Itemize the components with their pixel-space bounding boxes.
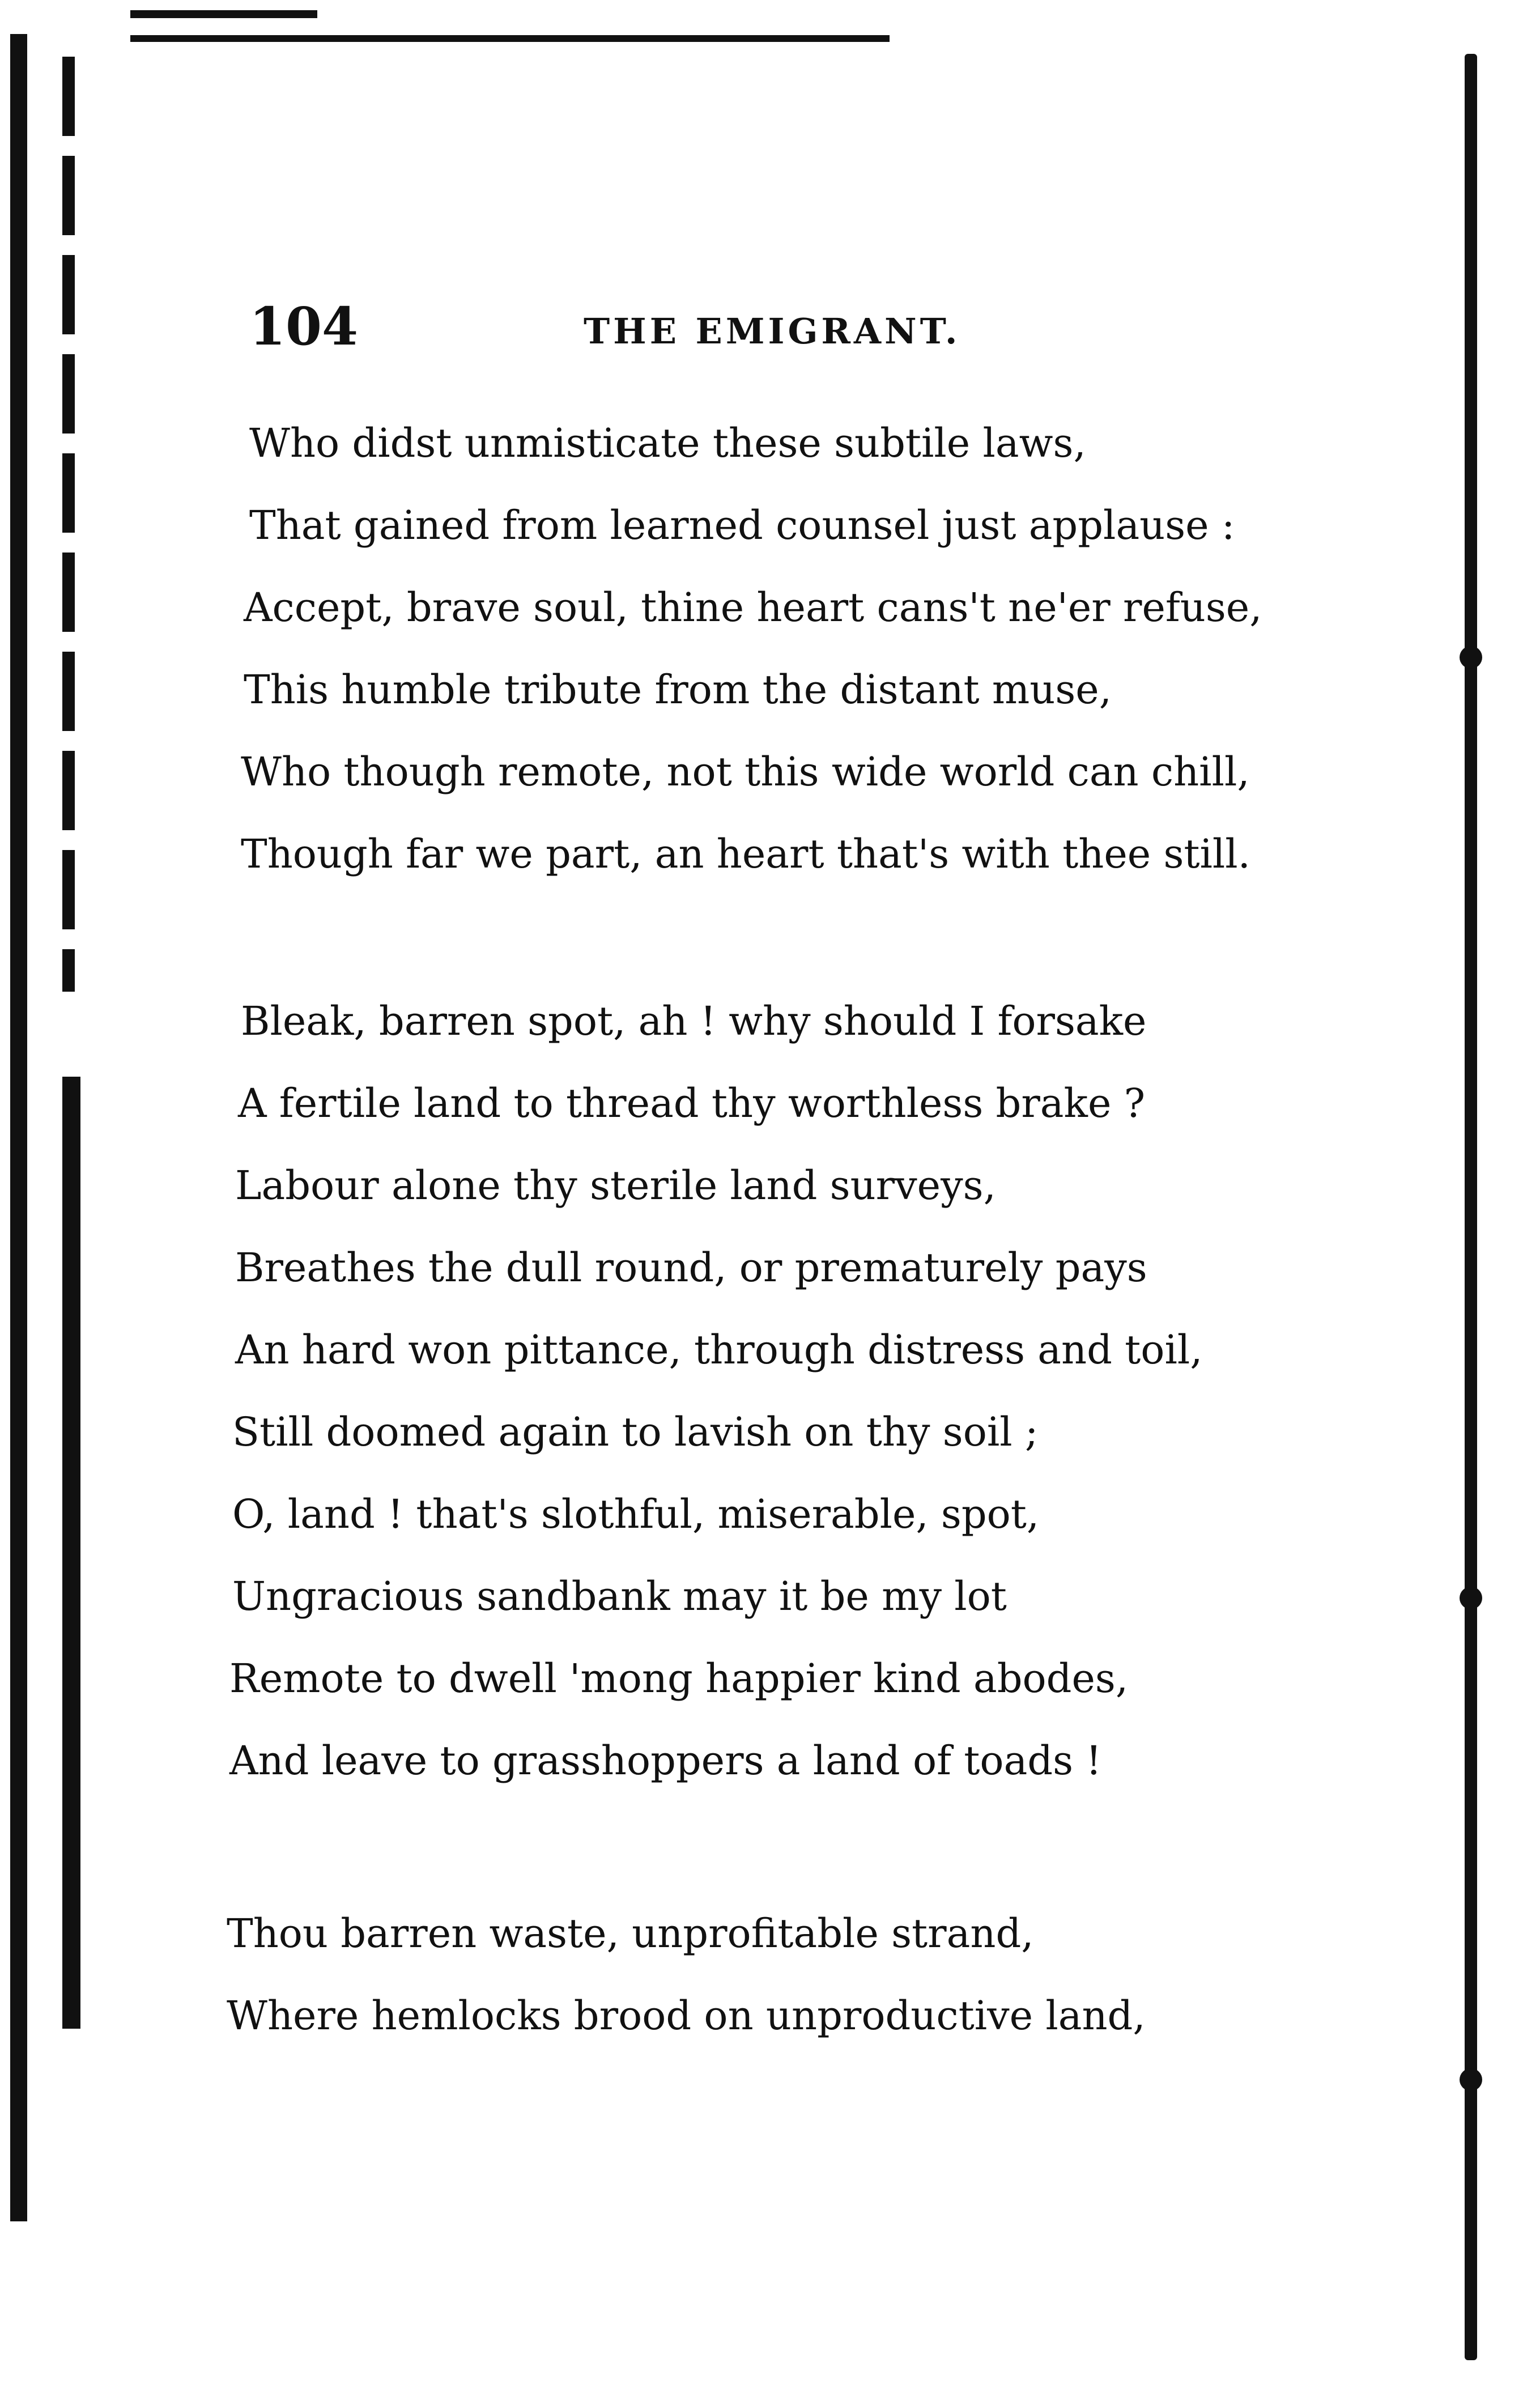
verse-line: Where hemlocks brood on unproductive land, [227,1992,1146,2039]
stanza-1 [227,402,1262,895]
top-edge-rule-long [130,35,890,42]
right-border-ornament [1460,2068,1482,2091]
verse-line: Accept, brave soul, thine heart cans't ne'er refuse, [244,584,1262,631]
verse-line: Remote to dwell 'mong happier kind abodes, [229,1655,1129,1702]
verse-line: Still doomed again to lavish on thy soil ; [232,1409,1039,1455]
verse-line: Bleak, barren spot, ah ! why should I forsake [241,998,1147,1044]
verse-line: Ungracious sandbank may it be my lot [232,1573,1007,1620]
verse-line: Who didst unmisticate these subtile laws, [249,420,1086,466]
stanza-3 [227,1893,1218,2057]
running-head: THE EMIGRANT. [584,311,961,352]
binding-edge-upper [62,57,75,992]
verse-line: A fertile land to thread thy worthless brake ? [238,1080,1146,1127]
binding-edge [10,34,27,2221]
right-border-ornament [1460,646,1482,669]
verse-line: Who though remote, not this wide world can chill, [241,749,1250,795]
verse-line: An hard won pittance, through distress and toil, [235,1327,1203,1373]
verse-line: That gained from learned counsel just applause : [249,502,1235,549]
right-border-ornament [1460,1587,1482,1609]
stanza-2 [227,980,1218,1802]
verse-line: O, land ! that's slothful, miserable, spot, [232,1491,1040,1537]
verse-line: Though far we part, an heart that's with thee still. [241,831,1250,877]
right-border-line [1465,54,1477,2360]
verse-line: Breathes the dull round, or prematurely pays [235,1244,1147,1291]
verse-line: Thou barren waste, unprofitable strand, [227,1910,1034,1957]
top-edge-rule [130,10,317,18]
page-number: 104 [249,296,359,357]
verse-line: Labour alone thy sterile land surveys, [235,1162,996,1209]
binding-edge-lower [62,1077,80,2029]
verse-line: And leave to grasshoppers a land of toads ! [229,1737,1102,1784]
page-header [249,296,986,363]
verse-line: This humble tribute from the distant muse, [244,666,1112,713]
